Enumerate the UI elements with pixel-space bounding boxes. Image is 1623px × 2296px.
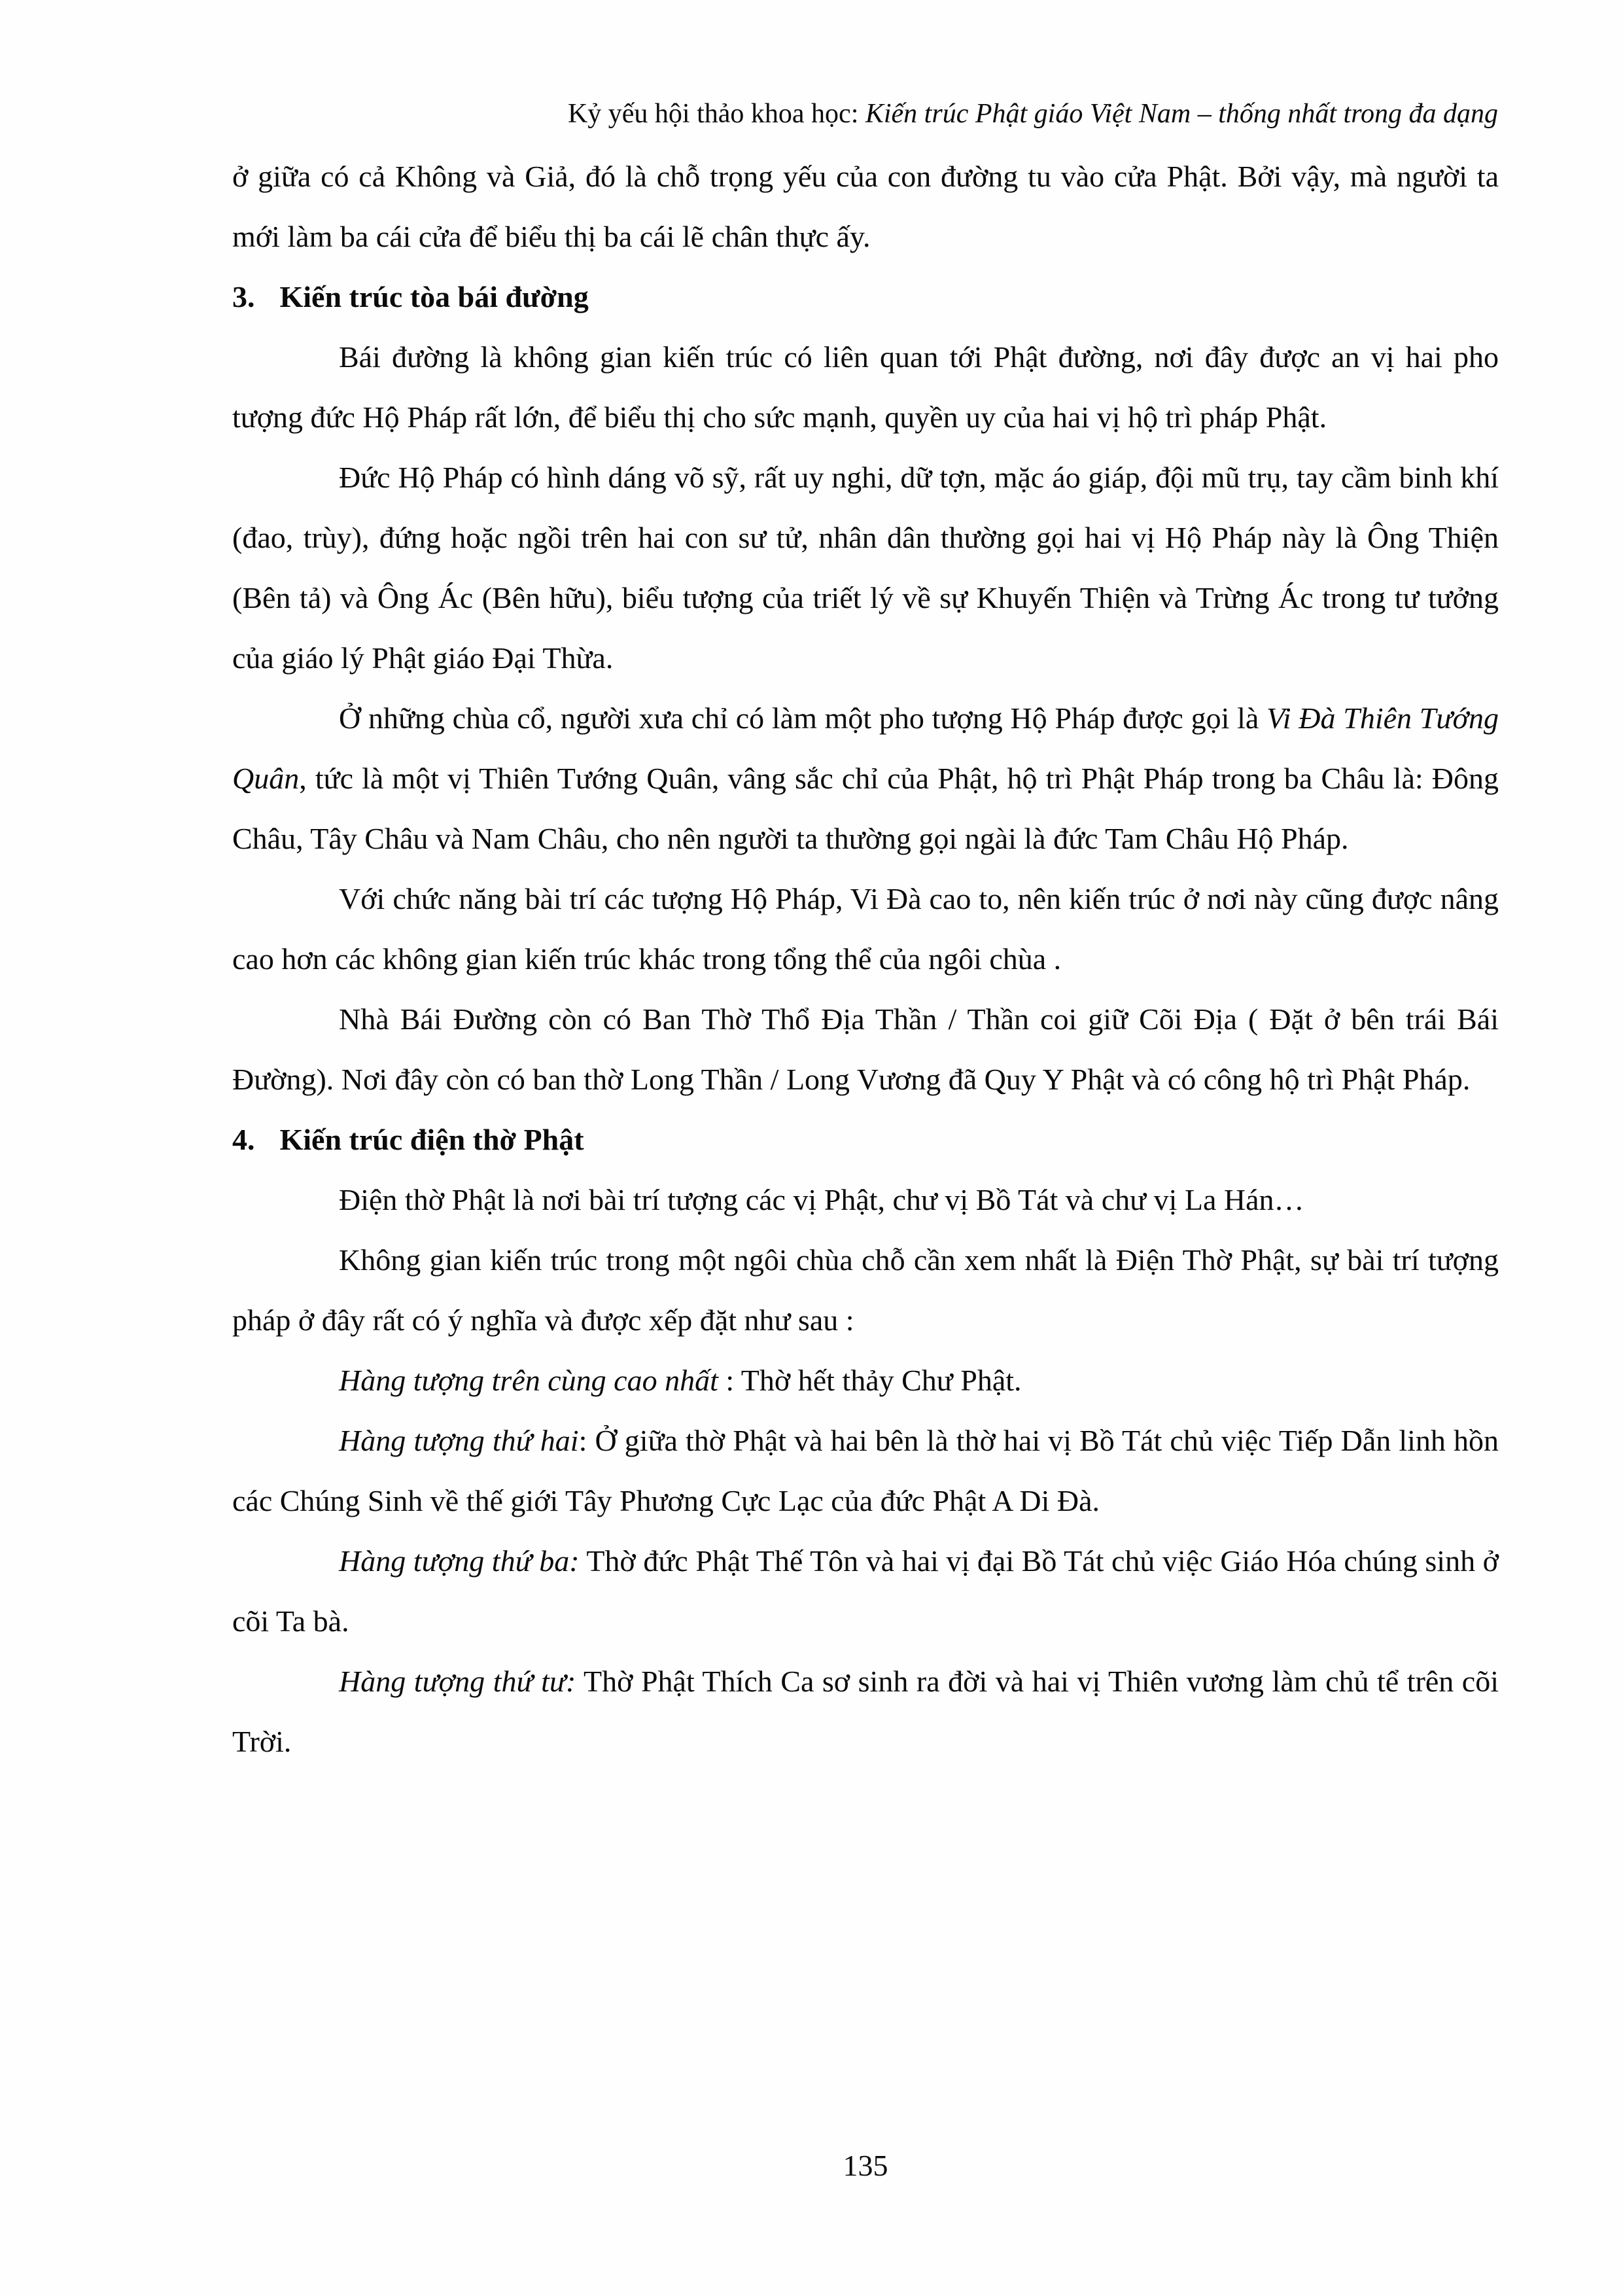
paragraph-nha-bai-duong: Nhà Bái Đường còn có Ban Thờ Thổ Địa Thần / Thần coi giữ Cõi Địa ( Đặt ở bên trái Bái Đường). Nơi đây còn có ban thờ Long Thần / Long Vương đã Quy Y Phật và có công hộ trì Phật Pháp.: [232, 1002, 1499, 1096]
heading-title: Kiến trúc điện thờ Phật: [279, 1123, 584, 1156]
paragraph-hang-tuong-1: [232, 1351, 1499, 1411]
paragraph-voi-chuc-nang: Với chức năng bài trí các tượng Hộ Pháp, Vi Đà cao to, nên kiến trúc ở nơi này cũng được nâng cao hơn các không gian kiến trúc khác trong tổng thể của ngôi chùa .: [232, 882, 1499, 976]
heading-title: Kiến trúc tòa bái đường: [279, 280, 589, 313]
paragraph-chua-co-italic-term: Vi Đà Thiên Tướng Quân: [232, 701, 1499, 795]
paragraph-chua-co-text: Ở những chùa cổ, người xưa chỉ có làm một pho tượng Hộ Pháp được gọi là: [339, 701, 1267, 735]
paragraph-dien-tho: Điện thờ Phật là nơi bài trí tượng các vị Phật, chư vị Bồ Tát và chư vị La Hán…: [339, 1183, 1304, 1216]
statue-row-4-text: Thờ Phật Thích Ca sơ sinh ra đời và hai vị Thiên vương làm chủ tể trên cõi Trời.: [232, 1665, 1499, 1758]
heading-number: 4.: [232, 1123, 255, 1156]
running-header-prefix: Kỷ yếu hội thảo khoa học:: [567, 99, 865, 129]
running-header: [568, 97, 1498, 132]
paragraph-hang-tuong-4: [232, 1651, 1499, 1772]
paragraph-chua-co-text-continued: , tức là một vị Thiên Tướng Quân, vâng sắc chỉ của Phật, hộ trì Phật Pháp trong ba Châu là: Đông Châu, Tây Châu và Nam Châu, cho nên người ta thường gọi ngài là đức Tam Châu Hộ Pháp.: [232, 762, 1499, 855]
statue-row-1-label: Hàng tượng trên cùng cao nhất: [339, 1364, 718, 1397]
heading-number: 3.: [232, 280, 255, 313]
statue-row-1-text: : Thờ hết thảy Chư Phật.: [718, 1364, 1022, 1397]
section-heading-3: [232, 267, 1499, 327]
statue-row-2-text: : Ở giữa thờ Phật và hai bên là thờ hai vị Bồ Tát chủ việc Tiếp Dẫn linh hồn các Chúng Sinh về thế giới Tây Phương Cực Lạc của đức Phật A Di Đà.: [232, 1424, 1499, 1517]
statue-row-4-label: Hàng tượng thứ tư:: [339, 1665, 576, 1698]
statue-row-3-label: Hàng tượng thứ ba:: [339, 1544, 580, 1578]
paragraph-hang-tuong-2: [232, 1411, 1499, 1531]
paragraph-bai-duong: Bái đường là không gian kiến trúc có liên quan tới Phật đường, nơi đây được an vị hai pho tượng đức Hộ Pháp rất lớn, để biểu thị cho sức mạnh, quyền uy của hai vị hộ trì pháp Phật.: [232, 340, 1499, 434]
statue-row-3-text: Thờ đức Phật Thế Tôn và hai vị đại Bồ Tát chủ việc Giáo Hóa chúng sinh ở cõi Ta bà.: [232, 1544, 1499, 1638]
page-number: 135: [843, 2149, 888, 2182]
page-body: [232, 147, 1499, 1772]
paragraph-duc-ho-phap: Đức Hộ Pháp có hình dáng võ sỹ, rất uy nghi, dữ tợn, mặc áo giáp, đội mũ trụ, tay cầm binh khí (đao, trùy), đứng hoặc ngồi trên hai con sư tử, nhân dân thường gọi hai vị Hộ Pháp này là Ông Thiện (Bên tả) và Ông Ác (Bên hữu), biểu tượng của triết lý về sự Khuyến Thiện và Trừng Ác trong tư tưởng của giáo lý Phật giáo Đại Thừa.: [232, 461, 1499, 675]
paragraph-hang-tuong-3: [232, 1531, 1499, 1651]
statue-row-2-label: Hàng tượng thứ hai: [339, 1424, 579, 1457]
paragraph-intro-continuation: ở giữa có cả Không và Giả, đó là chỗ trọng yếu của con đường tu vào cửa Phật. Bởi vậy, mà người ta mới làm ba cái cửa để biểu thị ba cái lẽ chân thực ấy.: [232, 160, 1499, 253]
section-heading-4: [232, 1110, 1499, 1170]
running-header-title: Kiến trúc Phật giáo Việt Nam – thống nhất trong đa dạng: [865, 99, 1498, 129]
paragraph-khong-gian: Không gian kiến trúc trong một ngôi chùa chỗ cần xem nhất là Điện Thờ Phật, sự bài trí tượng pháp ở đây rất có ý nghĩa và được xếp đặt như sau :: [232, 1243, 1499, 1337]
paragraph-chua-co: [232, 688, 1499, 869]
